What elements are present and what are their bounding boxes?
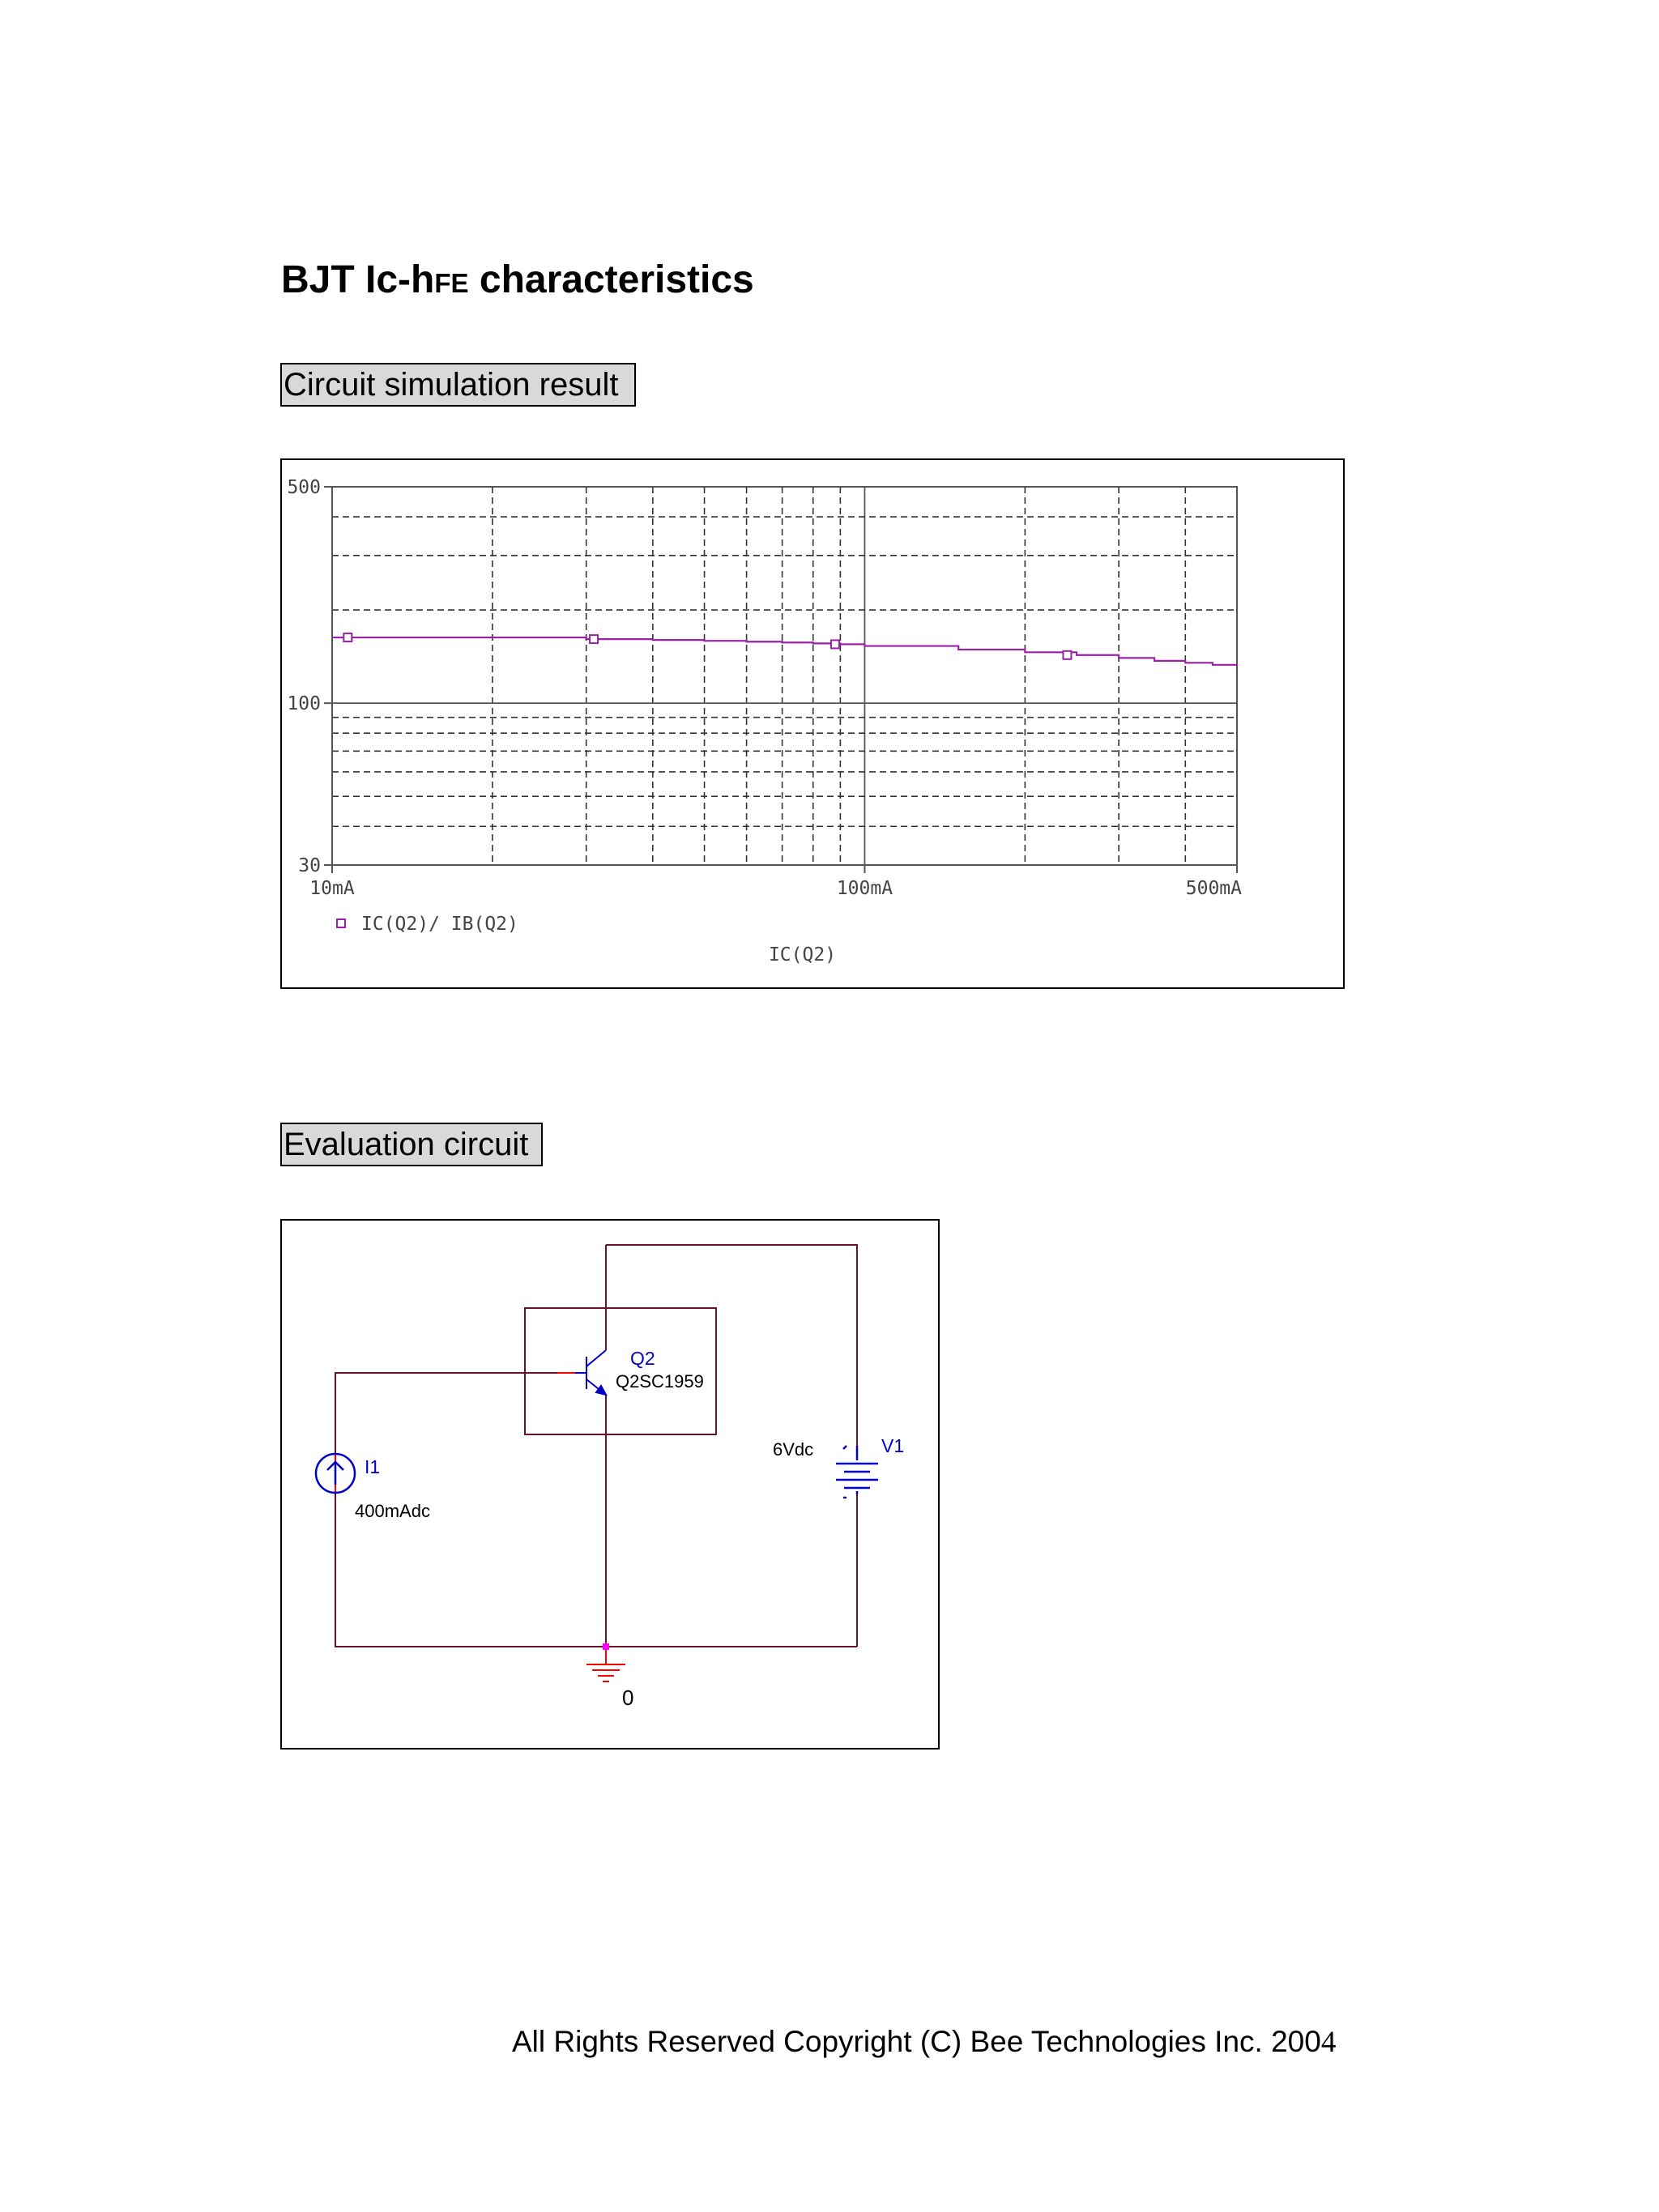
x-tick-label: 100mA <box>836 878 893 899</box>
wire-top-loop <box>606 1245 857 1446</box>
chart-ticks <box>287 477 1242 899</box>
x-tick-label: 10mA <box>309 878 355 899</box>
y-tick-label: 100 <box>287 693 321 715</box>
series-marker <box>831 640 839 648</box>
battery-value: 6Vdc <box>773 1439 814 1460</box>
legend-marker <box>337 919 345 927</box>
footer-year-digit: 4 <box>1320 2026 1337 2059</box>
chart-series <box>332 633 1237 666</box>
chart-legend <box>337 914 518 935</box>
x-axis-label: IC(Q2) <box>768 944 837 965</box>
circuit-schematic <box>282 1221 938 1748</box>
title-main: BJT Ic-h <box>281 258 435 301</box>
section-label-simulation: Circuit simulation result <box>280 363 636 407</box>
wire-base-to-source <box>335 1373 575 1454</box>
series-marker <box>343 633 352 641</box>
section-label-evaluation: Evaluation circuit <box>280 1123 543 1166</box>
ground-icon <box>586 1664 625 1681</box>
series-line <box>332 637 1237 666</box>
simulation-plot-frame <box>280 458 1345 989</box>
evaluation-circuit-frame <box>280 1219 940 1750</box>
source-name: I1 <box>365 1456 381 1477</box>
series-marker <box>590 635 598 643</box>
junction-node <box>603 1643 609 1650</box>
plot-area <box>332 487 1237 865</box>
title-rest: characteristics <box>468 258 754 301</box>
source-value: 400mAdc <box>355 1501 430 1521</box>
copyright-footer <box>512 2025 1336 2060</box>
npn-transistor-icon <box>575 1350 606 1395</box>
page-title <box>281 258 754 302</box>
footer-text: All Rights Reserved Copyright (C) Bee Technologies Inc. 200 <box>512 2025 1321 2058</box>
legend-entry: IC(Q2)/ IB(Q2) <box>361 914 518 935</box>
simulation-chart <box>282 460 1343 987</box>
ground-label: 0 <box>622 1686 634 1710</box>
battery-name: V1 <box>881 1435 905 1456</box>
transistor-model: Q2SC1959 <box>616 1371 704 1392</box>
y-tick-label: 500 <box>287 477 321 498</box>
transistor-name: Q2 <box>630 1348 655 1369</box>
y-tick-label: 30 <box>298 855 321 876</box>
chart-grid <box>332 487 1237 865</box>
series-marker <box>1063 651 1071 659</box>
title-subscript: FE <box>434 268 469 298</box>
battery-icon <box>836 1446 878 1498</box>
x-tick-label: 500mA <box>1185 878 1242 899</box>
